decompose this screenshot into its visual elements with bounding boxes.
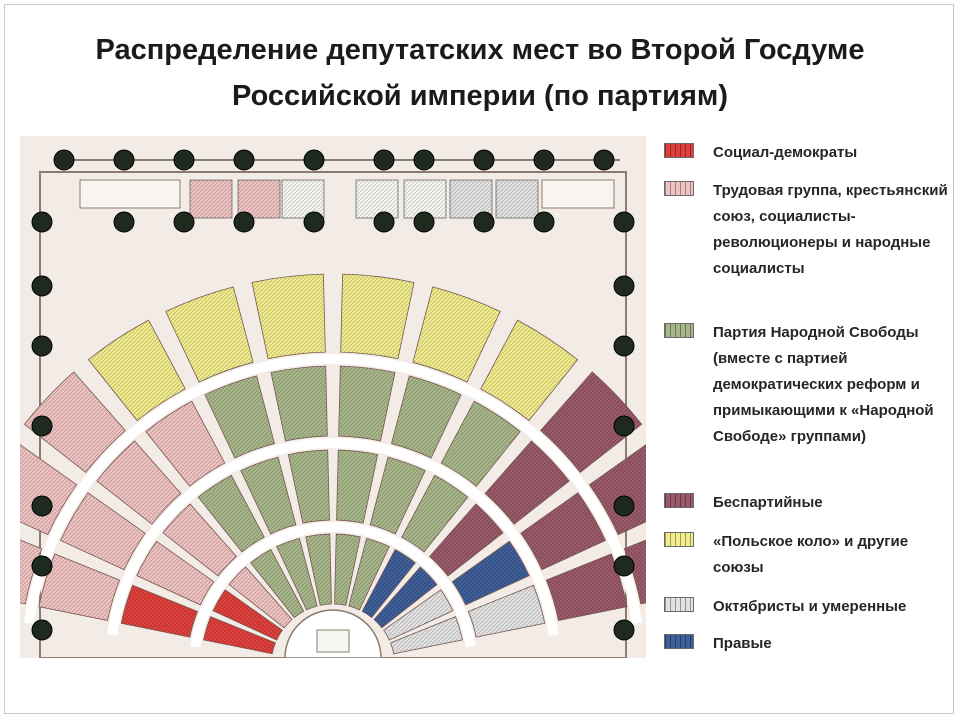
column xyxy=(32,496,52,516)
legend-swatch xyxy=(664,597,694,612)
column xyxy=(614,336,634,356)
column xyxy=(114,150,134,170)
title-line-2: Российской империи (по партиям) xyxy=(231,80,729,112)
column xyxy=(614,416,634,436)
column xyxy=(174,212,194,232)
column xyxy=(474,150,494,170)
column xyxy=(594,150,614,170)
gallery-right-box xyxy=(542,180,614,208)
column xyxy=(614,212,634,232)
legend-label: Социал-демократы xyxy=(713,144,858,161)
legend-swatch xyxy=(664,181,694,196)
column xyxy=(614,620,634,640)
column xyxy=(304,150,324,170)
column xyxy=(374,150,394,170)
gallery-grid xyxy=(190,180,232,218)
legend-label: Октябристы и умеренные xyxy=(713,598,907,615)
column xyxy=(32,212,52,232)
column xyxy=(234,212,254,232)
gallery-grid xyxy=(496,180,538,218)
column xyxy=(534,150,554,170)
gallery-left-box xyxy=(80,180,180,208)
legend-label: Трудовая группа, крестьянский союз, социалисты-революционеры и народные социалисты xyxy=(713,182,948,277)
legend-label: «Польское коло» и другие союзы xyxy=(713,533,909,576)
column xyxy=(614,496,634,516)
legend-swatch xyxy=(664,532,694,547)
column xyxy=(32,336,52,356)
column xyxy=(374,212,394,232)
column xyxy=(32,416,52,436)
column xyxy=(32,556,52,576)
speaker-tribune xyxy=(317,630,349,652)
legend-label: Правые xyxy=(713,635,772,652)
column xyxy=(534,212,554,232)
column xyxy=(614,276,634,296)
column xyxy=(234,150,254,170)
legend-swatch xyxy=(664,143,694,158)
column xyxy=(32,620,52,640)
column xyxy=(304,212,324,232)
column xyxy=(414,212,434,232)
column xyxy=(414,150,434,170)
column xyxy=(174,150,194,170)
legend-swatch xyxy=(664,634,694,649)
title-line-1: Распределение депутатских мест во Второй Госдуме xyxy=(95,34,865,66)
column xyxy=(614,556,634,576)
legend-label: Беспартийные xyxy=(713,494,823,511)
column xyxy=(32,276,52,296)
seating-plan xyxy=(20,136,646,658)
column xyxy=(54,150,74,170)
column xyxy=(114,212,134,232)
gallery-grid xyxy=(356,180,398,218)
legend-label: Партия Народной Свободы (вместе с партией демократических реформ и примыкающими к «Народной Свободе» группами) xyxy=(713,324,934,445)
legend-swatch xyxy=(664,323,694,338)
column xyxy=(474,212,494,232)
legend-swatch xyxy=(664,493,694,508)
